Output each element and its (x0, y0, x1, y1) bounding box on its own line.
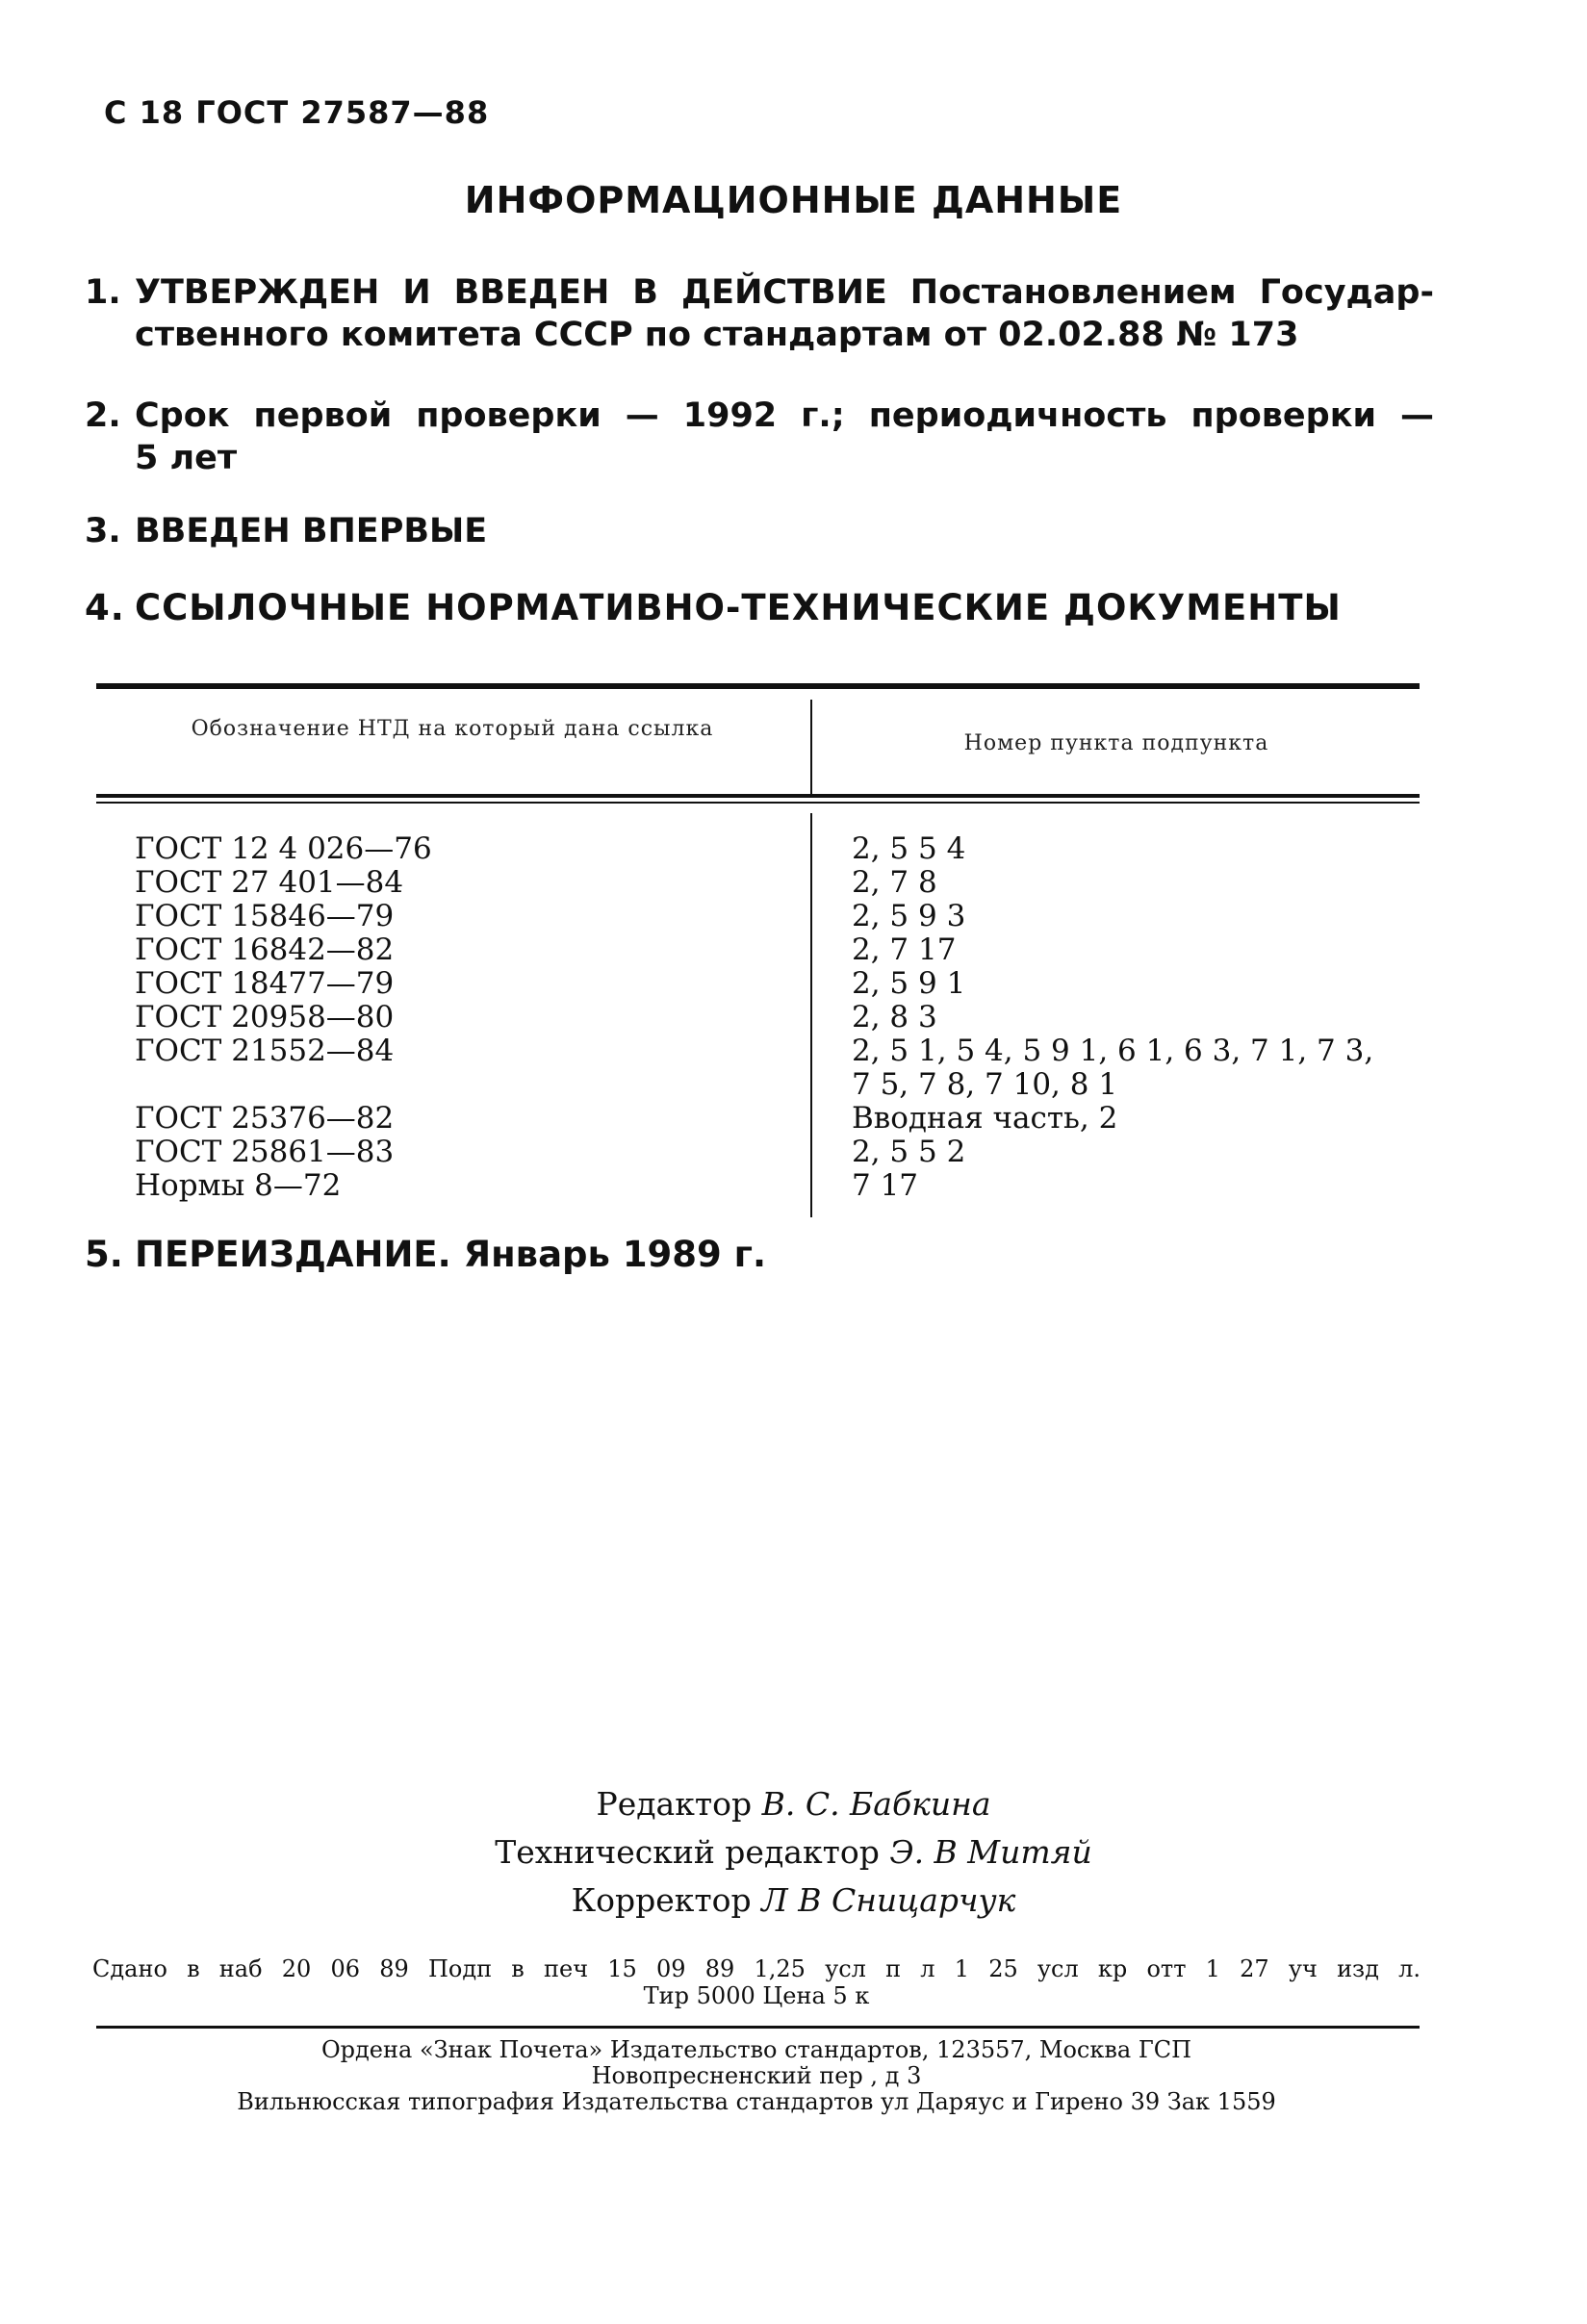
table-header-rule (96, 802, 1420, 804)
table-row (135, 1001, 1420, 1034)
item-text-line: ССЫЛОЧНЫЕ НОРМАТИВНО-ТЕХНИЧЕСКИЕ ДОКУМЕНТЫ (135, 587, 1342, 628)
cell-document: ГОСТ 25861—83 (135, 1135, 395, 1169)
item-number: 1. (85, 273, 121, 312)
imprint-line: Сдано в наб 20 06 89 Подп в печ 15 09 89 1,25 усл п л 1 25 усл кр отт 1 27 уч изд л. (92, 1955, 1421, 1982)
info-item-1 (85, 271, 1432, 356)
editor-role: Редактор (596, 1785, 753, 1823)
editor-line (0, 1780, 1587, 1828)
table-row (135, 1169, 1420, 1203)
cell-item-number: 2, 5 5 4 (852, 831, 966, 866)
table-row (135, 1136, 1420, 1169)
cell-item-number: 2, 7 17 (852, 932, 957, 967)
info-item-2 (85, 395, 1432, 479)
table-row (135, 900, 1420, 933)
editor-line (0, 1828, 1587, 1877)
cell-document: ГОСТ 12 4 026—76 (135, 831, 432, 866)
info-item-4 (85, 587, 1432, 629)
cell-document: ГОСТ 20958—80 (135, 1000, 395, 1034)
table-header-item: Номер пункта подпункта (963, 731, 1269, 755)
cell-document: Нормы 8—72 (135, 1168, 342, 1203)
reference-table (96, 678, 1420, 1217)
table-row (135, 1068, 1420, 1102)
table-header-rule (96, 794, 1420, 798)
page-header: С 18 ГОСТ 27587—88 (104, 94, 490, 131)
publisher-block (92, 2037, 1421, 2115)
editor-line (0, 1877, 1587, 1925)
item-number: 3. (85, 512, 121, 550)
table-top-rule (96, 683, 1420, 689)
item-text-line: 5 лет (135, 439, 238, 477)
cell-item-number: Вводная часть, 2 (852, 1101, 1118, 1136)
editor-role: Технический редактор (495, 1833, 880, 1871)
cell-document: ГОСТ 16842—82 (135, 932, 395, 967)
cell-item-number: 2, 7 8 (852, 865, 937, 900)
editor-name: В. С. Бабкина (761, 1785, 991, 1823)
cell-item-number: 2, 5 5 2 (852, 1135, 966, 1169)
cell-item-number: 2, 5 9 1 (852, 966, 966, 1001)
editor-role: Корректор (571, 1881, 752, 1919)
cell-document (135, 1068, 852, 1102)
cell-item-number: 2, 5 1, 5 4, 5 9 1, 6 1, 6 3, 7 1, 7 3, (852, 1034, 1374, 1068)
item-text-line: УТВЕРЖДЕН И ВВЕДЕН В ДЕЙСТВИЕ Постановлением Государ- (135, 273, 1434, 312)
footer-rule (96, 2026, 1420, 2029)
cell-document: ГОСТ 15846—79 (135, 899, 395, 933)
item-text-line: ВВЕДЕН ВПЕРВЫЕ (135, 512, 488, 550)
table-body (135, 832, 1420, 1203)
editor-name: Э. В Митяй (889, 1833, 1092, 1871)
item-number: 4. (85, 587, 125, 628)
imprint-line: Тир 5000 Цена 5 к (643, 1982, 870, 2009)
table-row (135, 832, 1420, 866)
page-title: ИНФОРМАЦИОННЫЕ ДАННЫЕ (464, 179, 1123, 221)
table-row (135, 967, 1420, 1001)
item-text-line: ПЕРЕИЗДАНИЕ. Январь 1989 г. (135, 1234, 767, 1275)
info-item-5 (85, 1234, 1432, 1276)
column-divider (810, 700, 812, 796)
publisher-line: Новопресненский пер , д 3 (591, 2062, 922, 2089)
item-text-line: Срок первой проверки — 1992 г.; периодичность проверки — (135, 396, 1434, 435)
publisher-line: Вильнюсская типография Издательства стандартов ул Даряус и Гирено 39 Зак 1559 (237, 2088, 1276, 2115)
table-header-document: Обозначение НТД на который дана ссылка (191, 717, 714, 741)
cell-item-number: 7 5, 7 8, 7 10, 8 1 (852, 1067, 1118, 1102)
table-row (135, 1034, 1420, 1068)
cell-document: ГОСТ 21552—84 (135, 1034, 395, 1068)
cell-document: ГОСТ 18477—79 (135, 966, 395, 1001)
cell-item-number: 7 17 (852, 1168, 919, 1203)
info-item-3 (85, 510, 1432, 552)
cell-item-number: 2, 5 9 3 (852, 899, 966, 933)
table-row (135, 933, 1420, 967)
item-number: 5. (85, 1234, 123, 1275)
table-row (135, 1102, 1420, 1136)
publisher-line: Ордена «Знак Почета» Издательство стандартов, 123557, Москва ГСП (320, 2036, 1192, 2063)
item-number: 2. (85, 396, 121, 435)
item-text-line: ственного комитета СССР по стандартам от 02.02.88 № 173 (135, 316, 1299, 354)
cell-document: ГОСТ 25376—82 (135, 1101, 395, 1136)
table-row (135, 866, 1420, 900)
cell-document: ГОСТ 27 401—84 (135, 865, 404, 900)
editors-block (0, 1780, 1587, 1925)
editor-name: Л В Сницарчук (761, 1881, 1016, 1919)
imprint-block (92, 1955, 1421, 2009)
cell-item-number: 2, 8 3 (852, 1000, 937, 1034)
